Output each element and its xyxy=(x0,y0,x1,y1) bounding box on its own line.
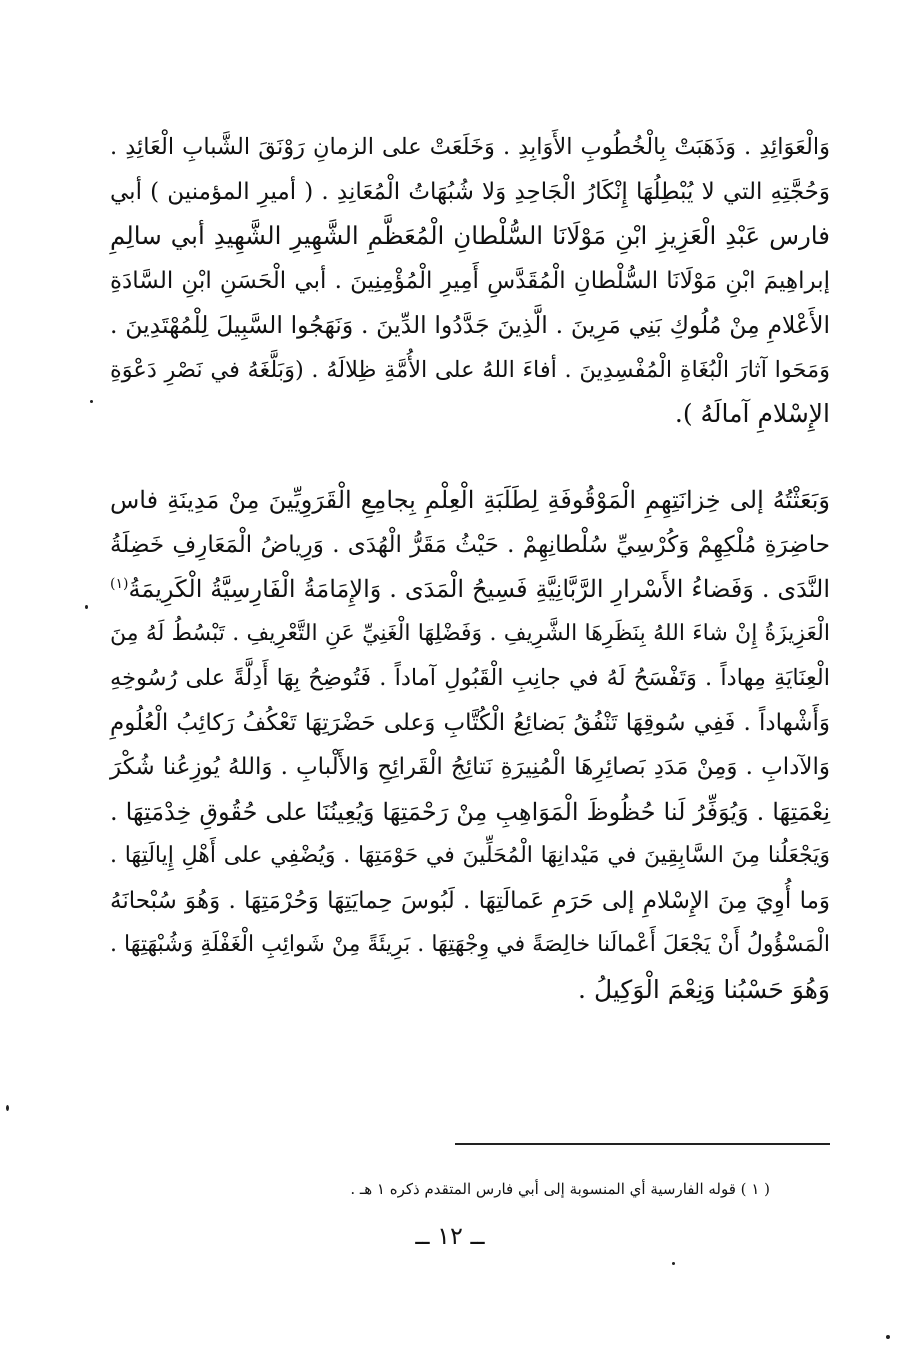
scan-speck xyxy=(90,400,93,403)
scan-speck xyxy=(6,1105,9,1111)
text-line: حاضِرَةِ مُلْكِهِمْ وَكُرْسِيِّ سُلْطانِهِمْ . حَيْثُ مَقَرُّ الْهُدَى . وَرِياضُ الْمَعَارِفِ خَضِلَةُ xyxy=(110,531,830,558)
text-line: نِعْمَتِهَا . وَيُوَفِّرُ لَنا حُظُوظَ الْمَوَاهِبِ مِنْ رَحْمَتِهَا وَيُعِينُنَا على حُقُوقِ خِدْمَتِهَا . xyxy=(110,797,830,826)
paragraph-1 xyxy=(110,125,830,437)
footnote: ( ١ ) قوله الفارسية أي المنسوبة إلى أبي فارس المتقدم ذكره ١ هـ . xyxy=(350,1180,770,1198)
text-line: وَهُوَ حَسْبُنا وَنِعْمَ الْوَكِيلُ . xyxy=(578,974,830,1004)
scan-speck xyxy=(85,605,88,609)
footnote-divider xyxy=(455,1143,830,1145)
text-line: وَمَحَوا آثارَ الْبُغَاةِ الْمُفْسِدِينَ . أفاءَ اللهُ على الأُمَّةِ ظِلالَهُ . (وَبَلَّغَهُ في نَصْرِ دَعْوَةِ xyxy=(110,356,830,383)
text-line: الْمَسْؤُولُ أَنْ يَجْعَلَ أَعْمالَنا خالِصَةً في وِجْهَتِهَا . بَرِيئَةً مِنْ شَوائِبِ الْغَفْلَةِ وَشُبْهَتِهَا . xyxy=(110,932,831,957)
text-line: وَما أُوِيَ مِنَ الإِسْلامِ إلى حَرَمِ عَمالَتِهَا . لَبُوسَ حِمايَتِهَا وَحُرْمَتِهَا . وَهُوَ سُبْحانَهُ xyxy=(110,887,830,914)
text-line: وَأَشْهاداً . فَفِي سُوقِهَا تَنْفُقُ بَضائِعُ الْكُتَّابِ وَعلى حَضْرَتِهَا تَعْكُفُ رَكائِبُ الْعُلُومِ xyxy=(110,709,830,736)
text-line: الْعِنَايَةِ مِهاداً . وَتَفْسَحُ لَهُ في جانِبِ الْقَبُولِ آماداً . فَتُوضِحُ بِهَا أَدِلَّةً على رُسُوخِهِ xyxy=(110,665,830,691)
text-line: الأَعْلامِ مِنْ مُلُوكِ بَنِي مَرِينَ . الَّذِينَ جَدَّدُوا الدِّينَ . وَنَهَجُوا السَّبِيلَ لِلْمُهْتَدِينَ . xyxy=(110,311,830,339)
page-number: ــ ١٢ ــ xyxy=(415,1222,485,1250)
text-line: الْعَزِيزَةُ إِنْ شاءَ اللهُ بِنَظَرِهَا الشَّرِيفِ . وَفَضْلِهَا الْغَنِيِّ عَنِ التَّعْرِيفِ . تَبْسُطُ لَهُ مِنَ xyxy=(110,620,830,646)
scan-speck xyxy=(672,1262,675,1265)
text-line-content: النَّدَى . وَفَضاءُ الأَسْرارِ الرَّبَّانِيَّةِ فَسِيحُ الْمَدَى . وَالإِمَامَةُ الْفَارِسِيَّةُ الْكَرِيمَةُ xyxy=(128,575,830,603)
text-line: وَبَعَثْتُهُ إلى خِزانَتِهِمِ الْمَوْقُوفَةِ لِطَلَبَةِ الْعِلْمِ بِجامِعِ الْقَرَوِيِّينَ مِنْ مَدِينَةِ فاس xyxy=(110,486,830,514)
text-line xyxy=(110,567,830,612)
text-line: فارس عَبْدِ الْعَزِيزِ ابْنِ مَوْلَانَا السُّلْطانِ الْمُعَظَّمِ الشَّهِيرِ الشَّهِيدِ أبي سالِمِ xyxy=(110,221,830,250)
footnote-reference: (١) xyxy=(110,576,129,592)
paragraph-2 xyxy=(110,478,830,1012)
text-line: وَالآدابِ . وَمِنْ مَدَدِ بَصائِرِهَا الْمُنِيرَةِ نَتائِجُ الْقَرائِحِ وَالأَلْبابِ . وَاللهُ يُوزِعُنا شُكْرَ xyxy=(110,754,830,780)
text-line: إبراهِيمَ ابْنِ مَوْلَانَا السُّلْطانِ الْمُقَدَّسِ أَمِيرِ الْمُؤْمِنِينَ . أبي الْحَسَنِ ابْنِ السَّادَةِ xyxy=(110,267,830,294)
text-line: وَحُجَّتِهِ التي لا يُبْطِلُهَا إِنْكَارُ الْجَاحِدِ وَلا شُبُهَاتُ الْمُعَانِدِ . ( أميرِ المؤمنين ) أبي xyxy=(110,178,830,205)
scan-speck xyxy=(886,1335,890,1339)
text-line: وَالْعَوَائِدِ . وَذَهَبَتْ بِالْخُطُوبِ الأَوَابِدِ . وَخَلَعَتْ على الزمانِ رَوْنَقَ الشَّبابِ الْعَائِدِ . xyxy=(110,134,830,160)
text-line: الإِسْلامِ آمالَهُ ). xyxy=(674,399,830,428)
text-line: وَيَجْعَلُنا مِنَ السَّابِقِينَ في مَيْدانِهَا الْمُحَلِّينَ في حَوْمَتِهَا . وَيُضْفِي على أَهْلِ إِيالَتِهَا . xyxy=(110,843,830,868)
